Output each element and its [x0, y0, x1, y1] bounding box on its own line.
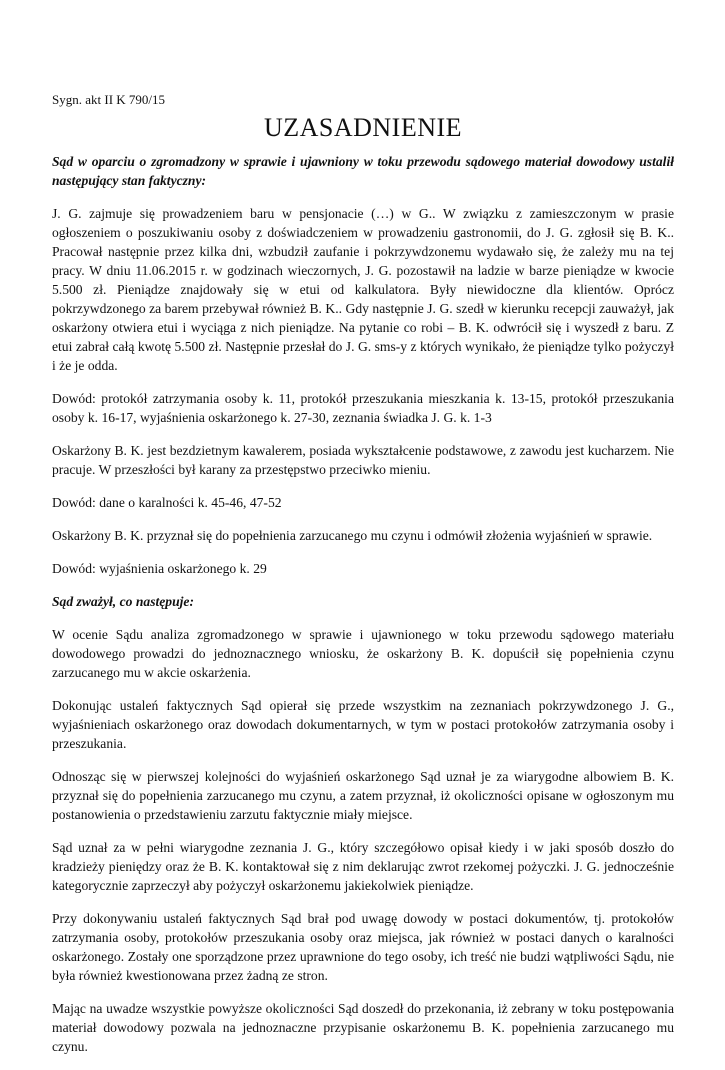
evidence-paragraph: Dowód: protokół zatrzymania osoby k. 11, protokół przeszukania mieszkania k. 13-15, protokół przeszukania osoby k. 16-17, wyjaśnienia oskarżonego k. 27-30, zeznania świadka J. G. k. 1-3	[52, 391, 674, 425]
document-title: UZASADNIENIE	[263, 113, 463, 142]
reasons-paragraph: W ocenie Sądu analiza zgromadzonego w sprawie i ujawnionego w toku przewodu sądowego materiału dowodowego prowadzi do jednoznacznego wniosku, że oskarżony B. K. dopuścił się popełnienia czynu zarzucanego mu w akcie oskarżenia.	[52, 627, 674, 680]
case-signature: Sygn. akt II K 790/15	[52, 92, 166, 107]
reasons-paragraph: Przy dokonywaniu ustaleń faktycznych Sąd brał pod uwagę dowody w postaci dokumentów, tj. protokołów zatrzymania osoby, protokołów przeszukania osoby oraz miejsca, jak również w postaci danych o karalności oskarżonego. Zostały one sporządzone przez uprawnione do tego osoby, ich treść nie budzi wątpliwości Sądu, nie była również kwestionowana przez żadną ze stron.	[52, 911, 674, 983]
document-body	[52, 152, 674, 1070]
evidence-paragraph: Dowód: dane o karalności k. 45-46, 47-52	[52, 495, 282, 510]
reasons-paragraph: Odnosząc się w pierwszej kolejności do wyjaśnień oskarżonego Sąd uznał je za wiarygodne albowiem B. K. przyznał się do popełnienia zarzucanego mu czynu, a zatem przyznał, iż okoliczności opisane w ogłoszonym mu postanowienia o przedstawieniu zarzutu faktycznie miały miejsce.	[52, 769, 674, 822]
reasons-paragraph: Dokonując ustaleń faktycznych Sąd opierał się przede wszystkim na zeznaniach pokrzywdzonego J. G., wyjaśnieniach oskarżonego oraz dowodach dokumentarnych, w tym w postaci protokołów zatrzymania osoby i przeszukania.	[52, 698, 674, 751]
reasons-paragraph: Mając na uwadze wszystkie powyższe okoliczności Sąd doszedł do przekonania, iż zebrany w toku postępowania materiał dowodowy pozwala na jednoznaczne przypisanie oskarżonemu B. K. popełnienia zarzucanego mu czynu.	[52, 1001, 674, 1054]
reasons-heading: Sąd zważył, co następuje:	[52, 594, 194, 609]
facts-paragraph: Oskarżony B. K. jest bezdzietnym kawalerem, posiada wykształcenie podstawowe, z zawodu jest kucharzem. Nie pracuje. W przeszłości był karany za przestępstwo przeciwko mieniu.	[52, 443, 674, 477]
reasons-paragraph: Sąd uznał za w pełni wiarygodne zeznania J. G., który szczegółowo opisał kiedy i w jaki sposób doszło do kradzieży pieniędzy oraz że B. K. kontaktował się z nim deklarując zwrot rzekomej pożyczki. J. G. jednocześnie kategorycznie zaprzeczył aby pożyczył oskarżonemu jakiekolwiek pieniądze.	[52, 840, 674, 893]
facts-paragraph: J. G. zajmuje się prowadzeniem baru w pensjonacie (…) w G.. W związku z zamieszczonym w prasie ogłoszeniem o poszukiwaniu osoby z doświadczeniem w prowadzeniu gastronomii, do J. G. zgłosił się B. K.. Pracował następnie przez kilka dni, wzbudził zaufanie i pokrzywdzonemu wydawało się, że zależy mu na tej pracy. W dniu 11.06.2015 r. w godzinach wieczornych, J. G. pozostawił na ladzie w barze pieniądze w kwocie 5.500 zł. Pieniądze znajdowały się w etui od kalkulatora. Były niewidoczne dla klientów. Oprócz pokrzywdzonego za barem przebywał również B. K.. Gdy następnie J. G. szedł w kierunku recepcji zauważył, jak oskarżony otwiera etui i wyciąga z nich pieniądze. Na pytanie co robi – B. K. odwrócił się i wyszedł z baru. Z etui zabrał całą kwotę 5.500 zł. Następnie przesłał do J. G. sms-y z których wynikało, że pieniądze tylko pożyczył i że je odda.	[52, 206, 674, 373]
evidence-paragraph: Dowód: wyjaśnienia oskarżonego k. 29	[52, 561, 267, 576]
facts-paragraph: Oskarżony B. K. przyznał się do popełnienia zarzucanego mu czynu i odmówił złożenia wyjaśnień w sprawie.	[52, 528, 653, 543]
facts-heading: Sąd w oparciu o zgromadzony w sprawie i ujawniony w toku przewodu sądowego materiał dowodowy ustalił następujący stan faktyczny:	[52, 154, 674, 188]
